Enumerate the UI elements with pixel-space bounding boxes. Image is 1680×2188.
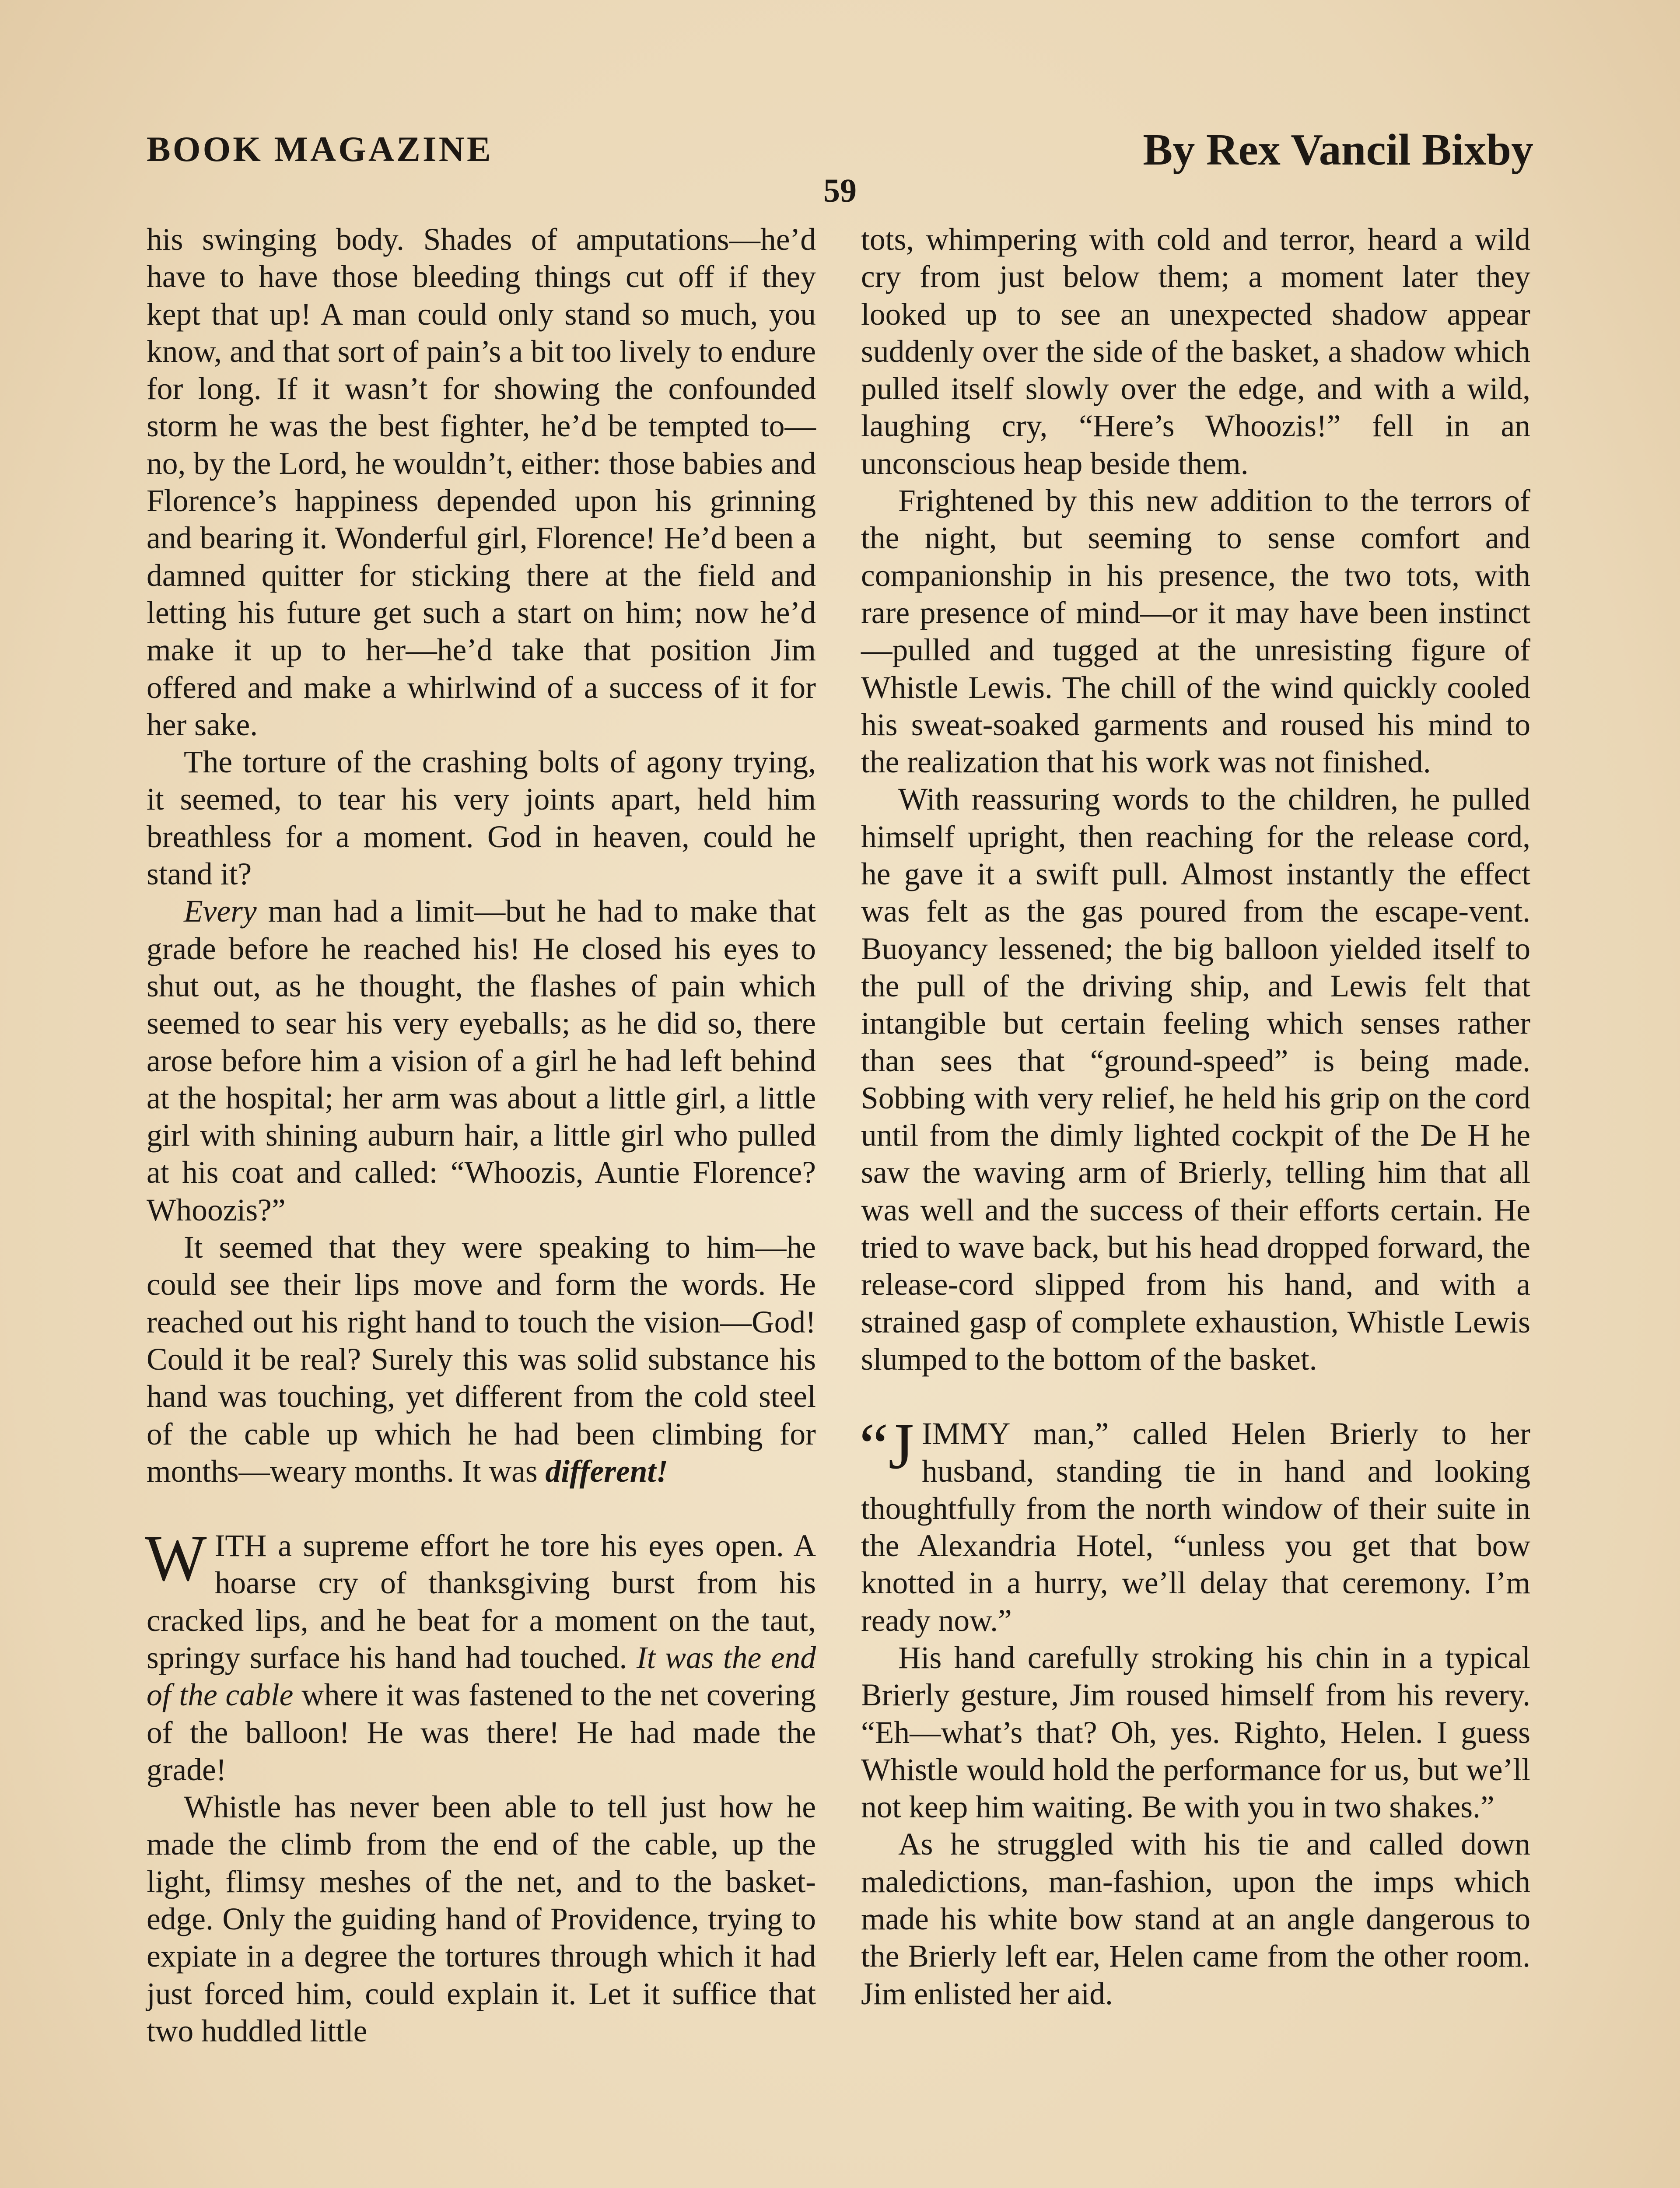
author-byline: By Rex Vancil Bixby: [1143, 125, 1533, 175]
paragraph: The torture of the crashing bolts of agony trying, it seemed, to tear his very joints apart, held him breathless for a moment. God in heaven, could he stand it?: [147, 745, 816, 892]
paragraph: [147, 893, 816, 1229]
paragraph: tots, whimpering with cold and terror, heard a wild cry from just below them; a moment later they looked up to see an unexpected shadow appear suddenly over the side of the basket, a shadow which pulled itself slowly over the edge, and with a wild, laughing cry, “Here’s Whoozis!” fell in an unconscious heap beside them.: [861, 222, 1530, 481]
paragraph-text: IMMY man,” called Helen Brierly to her husband, standing tie in hand and looking thoughtfully from the north window of their suite in the Alexandria Hotel, “unless you get that bow knotted in a hurry, we’ll delay that ceremony. I’m ready now.”: [861, 1417, 1530, 1638]
drop-cap: “J: [859, 1410, 914, 1483]
paragraph-text: where it was fastened to the net covering of the balloon! He was there! He had made the grade!: [147, 1678, 816, 1787]
page-number: 59: [823, 172, 857, 209]
publication-title: BOOK MAGAZINE: [147, 129, 493, 169]
paragraph: As he struggled with his tie and called down maledictions, man-fashion, upon the imps which made his white bow stand at an angle dangerous to the Brierly left ear, Helen came from the other room. Jim enlisted her aid.: [861, 1827, 1530, 2011]
paragraph: his swinging body. Shades of amputations—he’d have to have those bleeding things cut off if they kept that up! A man could only stand so much, you know, and that sort of pain’s a bit too lively to endure for long. If it wasn’t for showing the confounded storm he was the best fighter, he’d be tempted to—no, by the Lord, he wouldn’t, either: those babies and Florence’s happiness depended upon his grinning and bearing it. Wonderful girl, Florence! He’d been a damned quitter for sticking there at the field and letting his future get such a start on him; now he’d make it up to her—he’d take that position Jim offered and make a whirlwind of a success of it for her sake.: [147, 222, 816, 742]
paragraph: Whistle has never been able to tell just how he made the climb from the end of the cable, up the light, flimsy meshes of the net, and to the basket-edge. Only the guiding hand of Providence, trying to expiate in a degree the tortures through which it had just forced him, could explain it. Let it suffice that two huddled little: [147, 1790, 816, 2048]
paragraph: Frightened by this new addition to the terrors of the night, but seeming to sense comfort and companionship in his presence, the two tots, with rare presence of mind—or it may have been instinct—pulled and tugged at the unresisting figure of Whistle Lewis. The chill of the wind quickly cooled his sweat-soaked garments and roused his mind to the realization that his work was not finished.: [861, 484, 1530, 780]
section-paragraph: [859, 1410, 1530, 1639]
right-column: [861, 221, 1530, 2013]
paragraph: His hand carefully stroking his chin in a typical Brierly gesture, Jim roused himself from his revery. “Eh—what’s that? Oh, yes. Righto, Helen. I guess Whistle would hold the performance for us, but we’ll not keep him waiting. Be with you in two shakes.”: [861, 1640, 1530, 1825]
paragraph-text: It seemed that they were speaking to him—he could see their lips move and form the words. He reached out his right hand to touch the vision—God! Could it be real? Surely this was solid substance his hand was touching, yet different from the cold steel of the cable up which he had been climbing for months—weary months. It was: [147, 1230, 816, 1489]
emphasis-text: Every: [184, 894, 257, 929]
paragraph-text: man had a limit—but he had to make that grade before he reached his! He closed his eyes to shut out, as he thought, the flashes of pain which seemed to sear his very eyeballs; as he did so, there arose before him a vision of a girl he had left behind at the hospital; her arm was about a little girl, a little girl with shining auburn hair, a little girl who pulled at his coat and called: “Whoozis, Auntie Florence? Whoozis?”: [147, 894, 816, 1227]
emphasis-text: It was the end of the cable: [147, 1640, 816, 1713]
paragraph-text: ITH a supreme effort he tore his eyes open. A hoarse cry of thanksgiving burst from his cracked lips, and he beat for a moment on the taut, springy surface his hand had touched.: [147, 1529, 816, 1675]
paragraph: With reassuring words to the children, he pulled himself upright, then reaching for the release cord, he gave it a swift pull. Almost instantly the effect was felt as the gas poured from the escape-vent. Buoyancy lessened; the big balloon yielded itself to the pull of the driving ship, and Lewis felt that intangible but certain feeling which senses rather than sees that “ground-speed” is being made. Sobbing with very relief, he held his grip on the cord until from the dimly lighted cockpit of the De H he saw the waving arm of Brierly, telling him that all was well and the success of their efforts certain. He tried to wave back, but his head dropped forward, the release-cord slipped from his hand, and with a strained gasp of complete exhaustion, Whistle Lewis slumped to the bottom of the basket.: [861, 782, 1530, 1377]
left-column: [147, 221, 816, 2050]
emphasis-text: different!: [545, 1454, 668, 1489]
section-paragraph: [145, 1522, 816, 1788]
drop-cap: W: [145, 1522, 207, 1595]
paragraph: [147, 1229, 816, 1490]
